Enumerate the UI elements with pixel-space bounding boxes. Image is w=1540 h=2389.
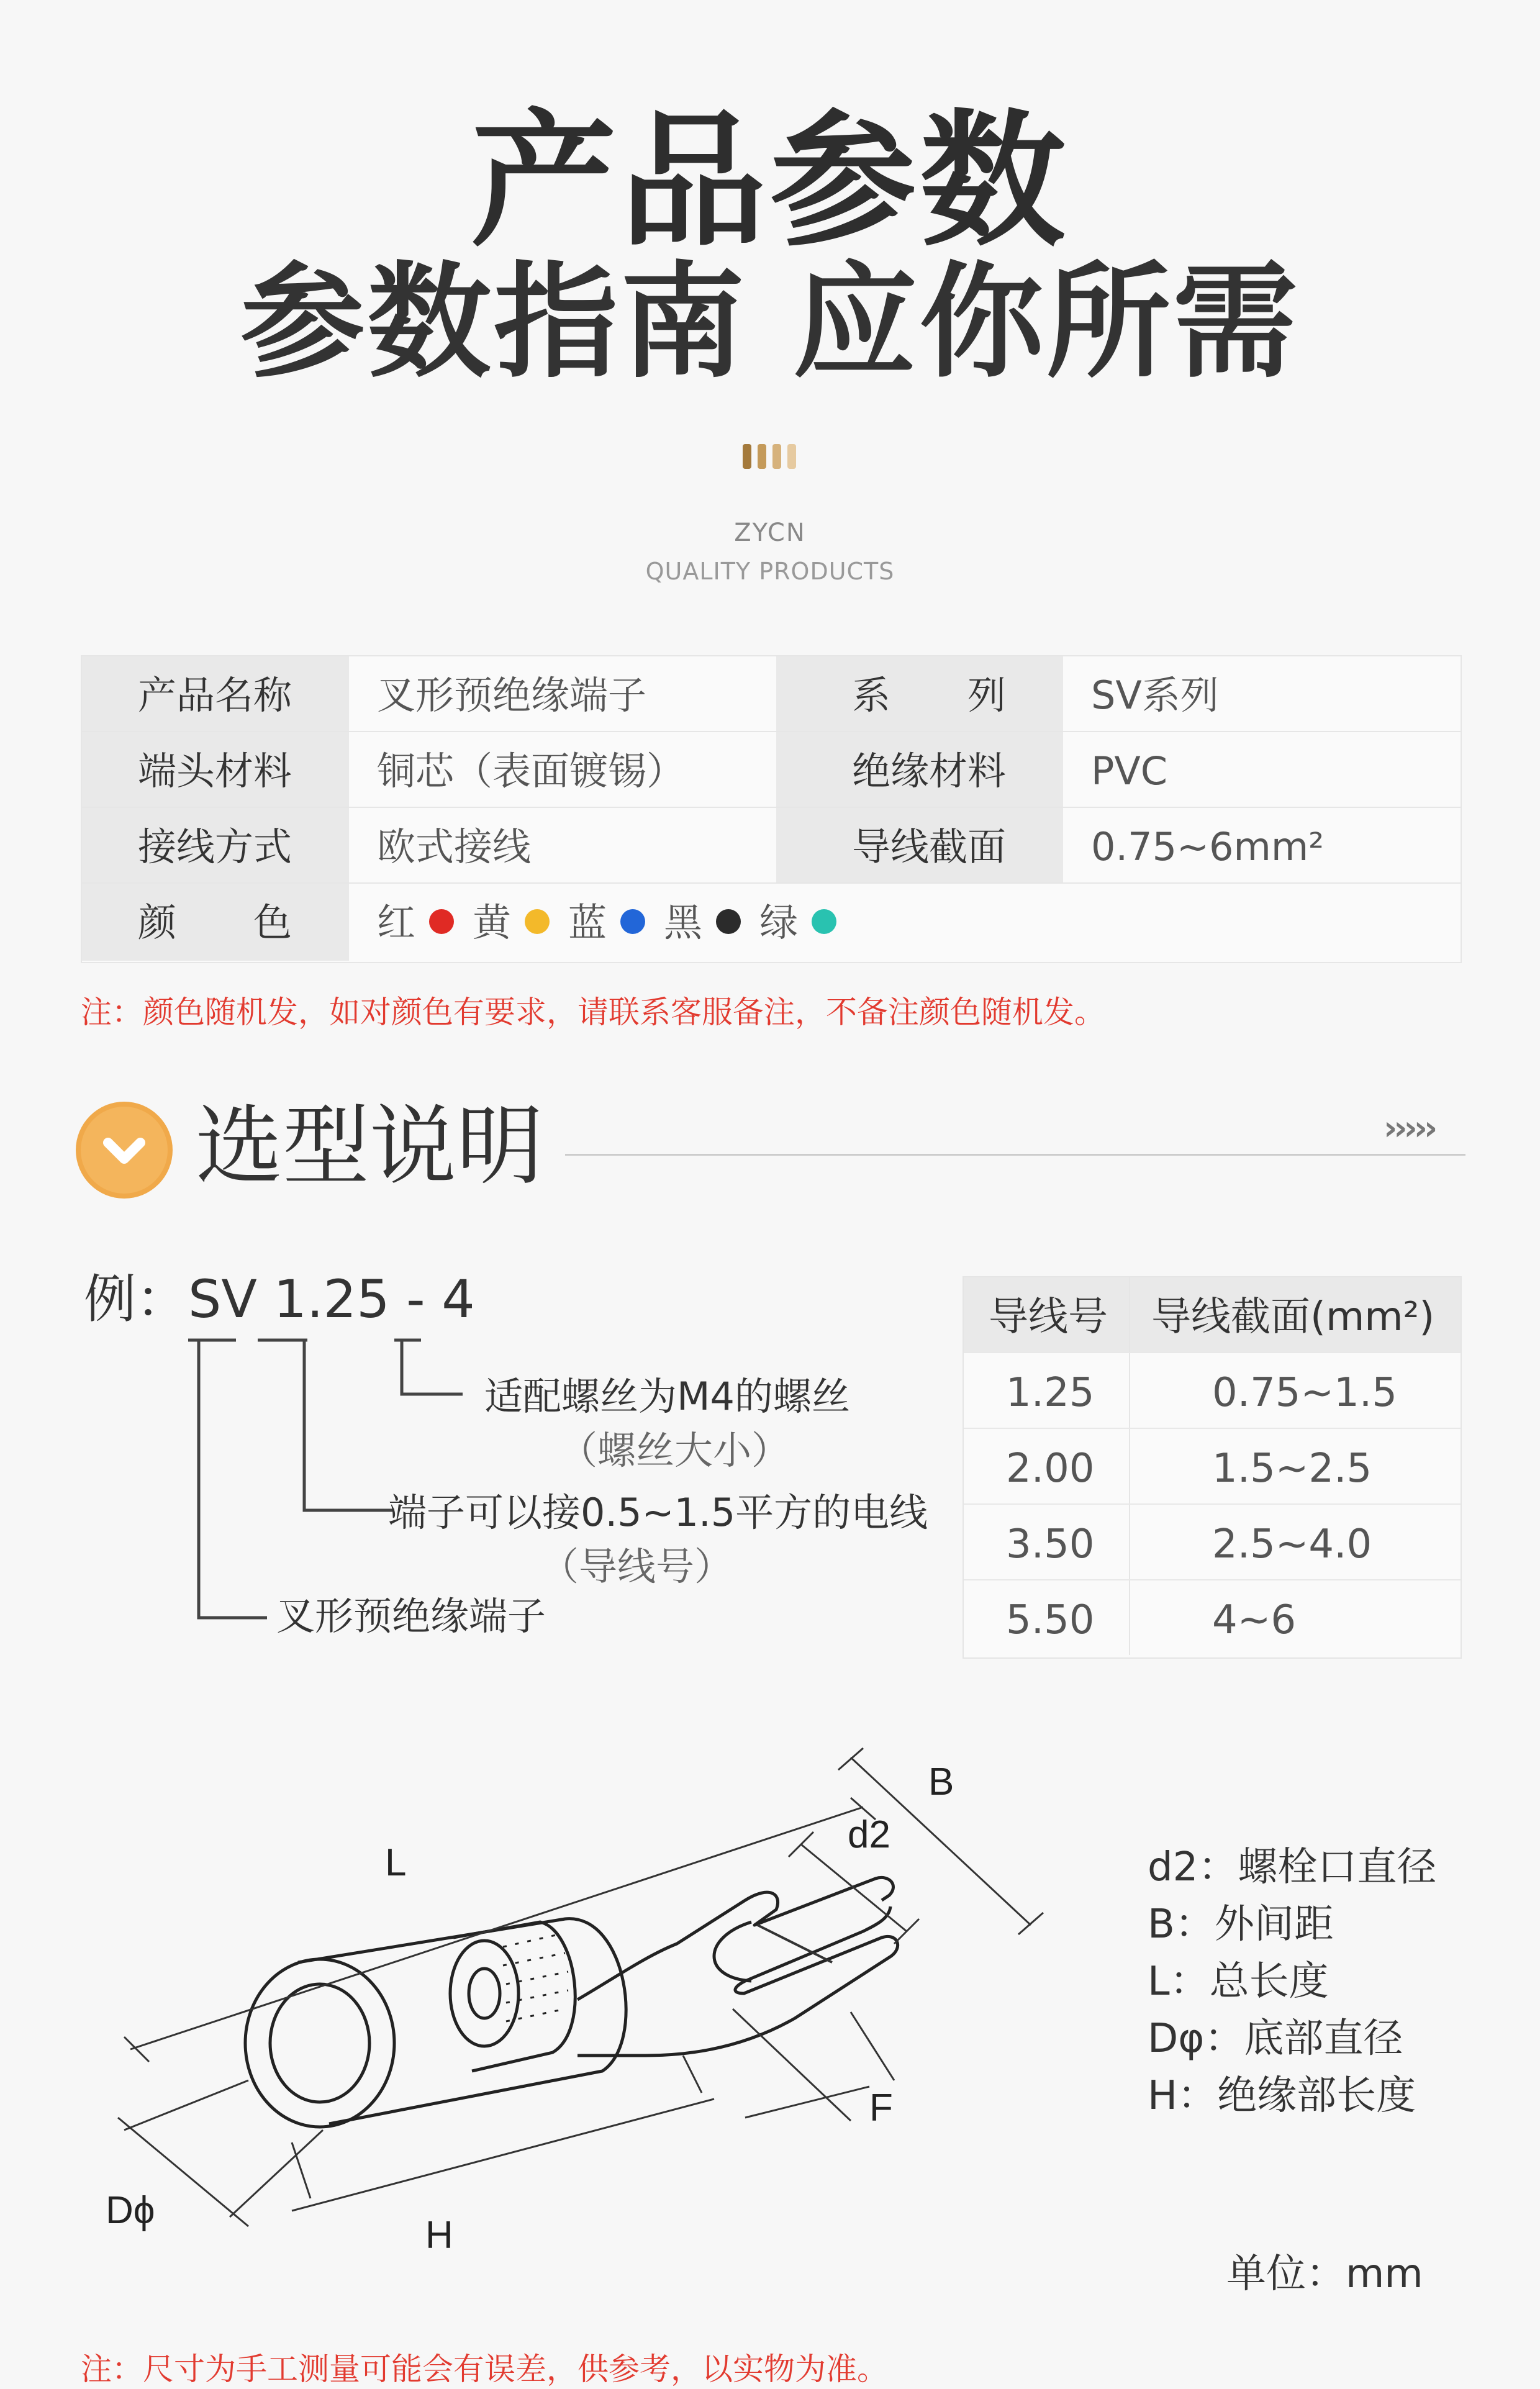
- table-row: [964, 1580, 1461, 1655]
- example-bracket-lines: [186, 1335, 466, 1627]
- bar: [787, 444, 796, 469]
- table-cell: 5.50: [1006, 1597, 1095, 1643]
- example-prefix: 例：: [84, 1269, 189, 1330]
- table-cell: 3.50: [1006, 1521, 1095, 1567]
- annotation-wire: 端子可以接0.5~1.5平方的电线: [388, 1490, 928, 1535]
- color-note: 注：颜色随机发，如对颜色有要求，请联系客服备注，不备注颜色随机发。: [81, 994, 1105, 1030]
- legend-item: Dφ：底部直径: [1148, 2016, 1403, 2062]
- param-value: 欧式接线: [377, 824, 532, 869]
- color-name: 黄: [473, 900, 512, 945]
- dim-H: [292, 2056, 714, 2211]
- dim-label-H: H: [425, 2214, 453, 2257]
- table-row: [82, 656, 1461, 732]
- table-row: [82, 732, 1461, 808]
- dim-label-B: B: [928, 1761, 954, 1803]
- table-cell: 4~6: [1212, 1597, 1297, 1643]
- param-value: 铜芯（表面镀锡）: [377, 748, 686, 794]
- color-name: 黑: [664, 900, 703, 945]
- color-swatch-yellow: [525, 909, 550, 934]
- table-cell: 1.25: [1006, 1370, 1095, 1416]
- annotation-wire-sub: （导线号）: [540, 1544, 733, 1589]
- code-gauge: 1.25: [273, 1269, 390, 1330]
- column-header: 导线号: [989, 1294, 1108, 1340]
- legend-item: B：外间距: [1148, 1902, 1334, 1947]
- example-code: [84, 1269, 475, 1330]
- annotation-type: 叉形预绝缘端子: [276, 1593, 546, 1639]
- dim-label-F: F: [869, 2087, 893, 2129]
- dim-label-D: Dϕ: [106, 2189, 155, 2232]
- bar: [772, 444, 781, 469]
- param-label: 绝缘材料: [852, 748, 1007, 794]
- ferrule-dots: [503, 1934, 568, 2021]
- param-label: 颜 色: [138, 900, 292, 945]
- color-swatch-red: [429, 909, 454, 934]
- table-header-row: [964, 1277, 1461, 1353]
- param-label: 系 列: [852, 673, 1007, 718]
- fork-slot: [714, 1922, 751, 1981]
- page-subtitle: 参数指南 应你所需: [240, 250, 1300, 395]
- param-value: 0.75~6mm²: [1091, 824, 1325, 869]
- section-divider: [565, 1154, 1465, 1156]
- table-row: [964, 1429, 1461, 1505]
- param-value: PVC: [1091, 748, 1168, 794]
- code-dash: -: [406, 1269, 425, 1330]
- section-title: 选型说明: [196, 1096, 544, 1197]
- color-name: 绿: [759, 900, 799, 945]
- param-label: 接线方式: [138, 824, 292, 869]
- param-value: 叉形预绝缘端子: [377, 673, 647, 718]
- legend-item: d2：螺栓口直径: [1148, 1844, 1437, 1890]
- annotation-screw-sub: （螺丝大小）: [559, 1428, 790, 1473]
- color-swatch-green: [812, 909, 836, 934]
- measurement-note: 注：尺寸为手工测量可能会有误差，供参考，以实物为准。: [81, 2351, 888, 2387]
- color-name: 蓝: [568, 900, 607, 945]
- parameter-table: [81, 655, 1462, 963]
- page-title: 产品参数: [471, 97, 1069, 266]
- color-swatch-blue: [620, 909, 645, 934]
- table-cell: 2.5~4.0: [1212, 1521, 1372, 1567]
- legend-item: L：总长度: [1148, 1959, 1329, 2005]
- code-screw: 4: [442, 1269, 475, 1330]
- sleeve-opening: [270, 1984, 369, 2102]
- ferrule-hole: [469, 1969, 500, 2018]
- terminal-diagram: [106, 1733, 1068, 2292]
- bar: [758, 444, 766, 469]
- bar: [743, 444, 751, 469]
- param-label: 导线截面: [852, 824, 1007, 869]
- brand-name: ZYCN: [734, 519, 806, 547]
- unit-label: 单位：mm: [1226, 2251, 1423, 2297]
- wire-gauge-table: [962, 1276, 1462, 1659]
- table-cell: 2.00: [1006, 1446, 1095, 1492]
- section-badge: [76, 1102, 173, 1199]
- param-label: 端头材料: [138, 748, 292, 794]
- center-line: [758, 1925, 832, 1962]
- dim-label-d2: d2: [848, 1813, 890, 1856]
- table-row: [964, 1505, 1461, 1580]
- arrows-icon: ›››››: [1384, 1108, 1434, 1148]
- color-list: [377, 900, 855, 945]
- ferrule-end: [450, 1941, 519, 2046]
- dim-label-L: L: [385, 1841, 407, 1884]
- brand-tagline: QUALITY PRODUCTS: [645, 558, 895, 585]
- code-series: SV: [188, 1269, 257, 1330]
- table-row: [82, 884, 1461, 961]
- table-cell: 0.75~1.5: [1212, 1370, 1397, 1416]
- color-swatch-black: [716, 909, 741, 934]
- annotation-screw: 适配螺丝为M4的螺丝: [484, 1374, 850, 1419]
- chevron-down-icon: [76, 1102, 173, 1199]
- decorative-bars: [743, 444, 797, 469]
- legend-item: H：绝缘部长度: [1148, 2073, 1416, 2119]
- table-row: [964, 1353, 1461, 1429]
- param-label: 产品名称: [138, 673, 292, 718]
- column-header: 导线截面(mm²): [1151, 1294, 1435, 1340]
- param-value: SV系列: [1091, 673, 1219, 718]
- color-name: 红: [377, 900, 416, 945]
- table-row: [82, 808, 1461, 884]
- table-cell: 1.5~2.5: [1212, 1446, 1372, 1492]
